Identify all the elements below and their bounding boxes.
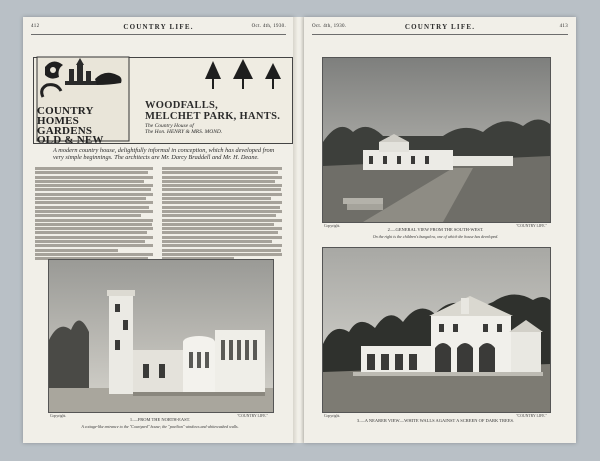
intro-line: very simple beginnings. The architects are Mr. Darcy Braddell and Mr. H. Deane. xyxy=(53,154,259,162)
logo-line: HOMES xyxy=(37,114,79,127)
photo-north-east xyxy=(48,259,274,413)
logo-line: COUNTRY xyxy=(37,105,94,117)
body-column-right xyxy=(162,167,282,262)
right-photo1-credit-right: "COUNTRY LIFE." xyxy=(516,224,548,228)
title-line: WOODFALLS, xyxy=(145,100,219,111)
body-column-left xyxy=(35,167,153,262)
left-page-date: Oct. 4th, 1930. xyxy=(251,24,286,29)
photo-nearer-view xyxy=(322,247,551,413)
logo-text xyxy=(37,107,104,146)
title-line: MELCHET PARK, HANTS. xyxy=(145,111,281,122)
right-page-header xyxy=(312,23,568,33)
right-page-number: 413 xyxy=(559,24,568,29)
left-photo-credit-left: Copyright. xyxy=(50,414,67,418)
tree-ornaments xyxy=(203,57,283,93)
left-photo-credit-right: "COUNTRY LIFE." xyxy=(237,414,269,418)
subtitle-line: The Hon. HENRY & MRS. MOND. xyxy=(145,129,223,135)
subtitle-line: The Country House of xyxy=(145,123,194,129)
right-photo2-credit-left: Copyright. xyxy=(324,414,341,418)
right-page-date: Oct. 4th, 1930. xyxy=(312,24,347,29)
right-photo2-credit-right: "COUNTRY LIFE." xyxy=(516,414,548,418)
right-magazine-title: COUNTRY LIFE. xyxy=(404,23,476,31)
intro-line: A modern country house, delightfully informal in conception, which has developed from xyxy=(53,147,275,154)
intro-paragraph xyxy=(53,147,287,161)
left-magazine-title: COUNTRY LIFE. xyxy=(123,23,194,31)
photo-south-west xyxy=(322,57,551,223)
article-title xyxy=(145,100,280,122)
right-photo1-credit-left: Copyright. xyxy=(324,224,341,228)
left-header-rule xyxy=(31,34,286,35)
right-page xyxy=(304,17,576,443)
article-subtitle xyxy=(145,123,222,135)
left-photo-caption: 1.—FROM THE NORTH-EAST. xyxy=(129,417,191,422)
logo-line: GARDENS xyxy=(37,124,93,137)
logo-line: OLD & NEW xyxy=(37,134,104,147)
right-photo1-note: On the right is the children's bungalow, one of which the house has developed. xyxy=(372,234,499,239)
right-photo2-caption: 3.—A NEARER VIEW—WHITE WALLS AGAINST A SCREEN OF DARK TREES. xyxy=(356,418,515,423)
left-page-number: 412 xyxy=(31,24,40,29)
left-page-header xyxy=(31,23,286,33)
right-photo1-caption: 2.—GENERAL VIEW FROM THE SOUTH-WEST. xyxy=(387,227,484,232)
right-header-rule xyxy=(312,34,568,35)
left-page xyxy=(23,17,294,443)
left-photo-note: A cottage-like entrance to the "Courtyard" house; the "pavilion" windows and whitewashed walls. xyxy=(81,424,239,429)
